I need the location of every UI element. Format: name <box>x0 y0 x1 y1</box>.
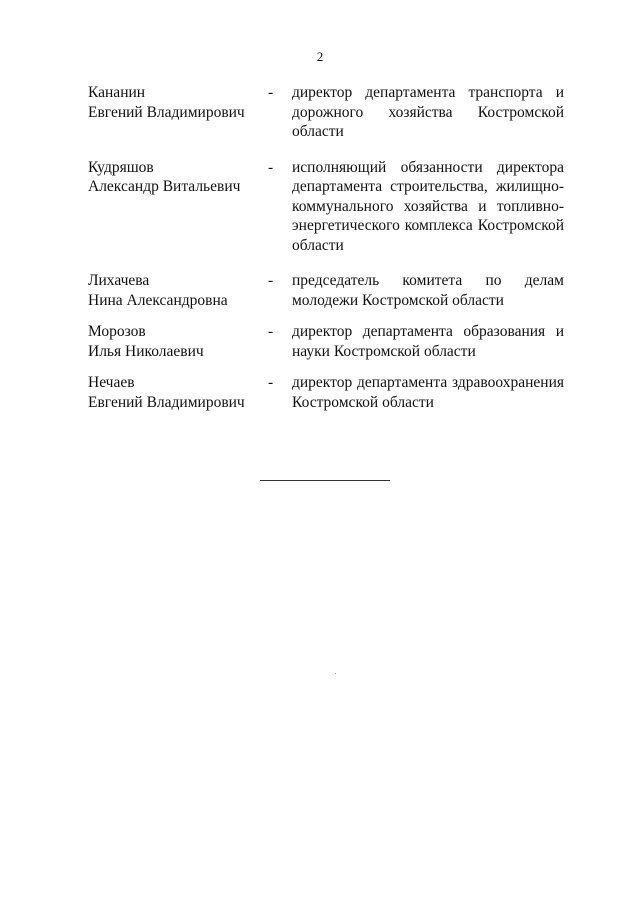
member-list <box>88 83 564 412</box>
member-name <box>88 158 268 256</box>
member-surname: Нечаев <box>88 374 135 391</box>
dash-separator: - <box>268 158 274 176</box>
member-name <box>88 271 268 310</box>
scan-speck <box>335 673 336 674</box>
position-line: дорожного хозяйства Костромской <box>292 103 564 121</box>
member-surname: Лихачева <box>88 272 150 289</box>
member-position <box>292 373 564 412</box>
member-given-names: Нина Александровна <box>88 291 228 309</box>
position-line: Костромской области <box>292 393 434 411</box>
member-position <box>292 322 564 361</box>
position-line: департамента строительства, жилищно- <box>292 178 564 195</box>
member-name <box>88 83 268 142</box>
position-line: коммунального хозяйства и топливно- <box>292 197 564 215</box>
dash-separator: - <box>268 374 274 391</box>
member-surname: Морозов <box>88 323 146 340</box>
member-position <box>292 271 564 310</box>
position-line: области <box>292 236 344 254</box>
position-line: энергетического комплекса Костромской <box>292 217 564 234</box>
dash-separator: - <box>268 84 274 101</box>
member-entry <box>88 83 564 142</box>
member-given-names: Илья Николаевич <box>88 342 204 360</box>
member-entry <box>88 322 564 361</box>
member-entry <box>88 373 564 412</box>
position-line: директор департамента здравоохранения <box>292 374 564 391</box>
member-name <box>88 373 268 412</box>
end-divider-line <box>260 480 390 481</box>
position-line: науки Костромской области <box>292 342 476 360</box>
member-given-names: Евгений Владимирович <box>88 393 245 411</box>
page-number: 2 <box>316 49 324 64</box>
position-line: исполняющий обязанности директора <box>292 158 564 176</box>
position-line: председатель комитета по делам <box>292 272 564 289</box>
member-position <box>292 83 564 142</box>
position-line: директор департамента транспорта и <box>292 84 564 101</box>
member-entry <box>88 271 564 310</box>
member-surname: Кудряшов <box>88 158 154 176</box>
member-position <box>292 158 564 256</box>
member-surname: Кананин <box>88 84 146 101</box>
position-line: директор департамента образования и <box>292 323 564 340</box>
position-line: области <box>292 123 344 140</box>
member-given-names: Александр Витальевич <box>88 178 241 195</box>
member-given-names: Евгений Владимирович <box>88 103 245 121</box>
position-line: молодежи Костромской области <box>292 291 504 309</box>
member-name <box>88 322 268 361</box>
dash-separator: - <box>268 272 274 289</box>
dash-separator: - <box>268 323 274 340</box>
member-entry <box>88 158 564 256</box>
